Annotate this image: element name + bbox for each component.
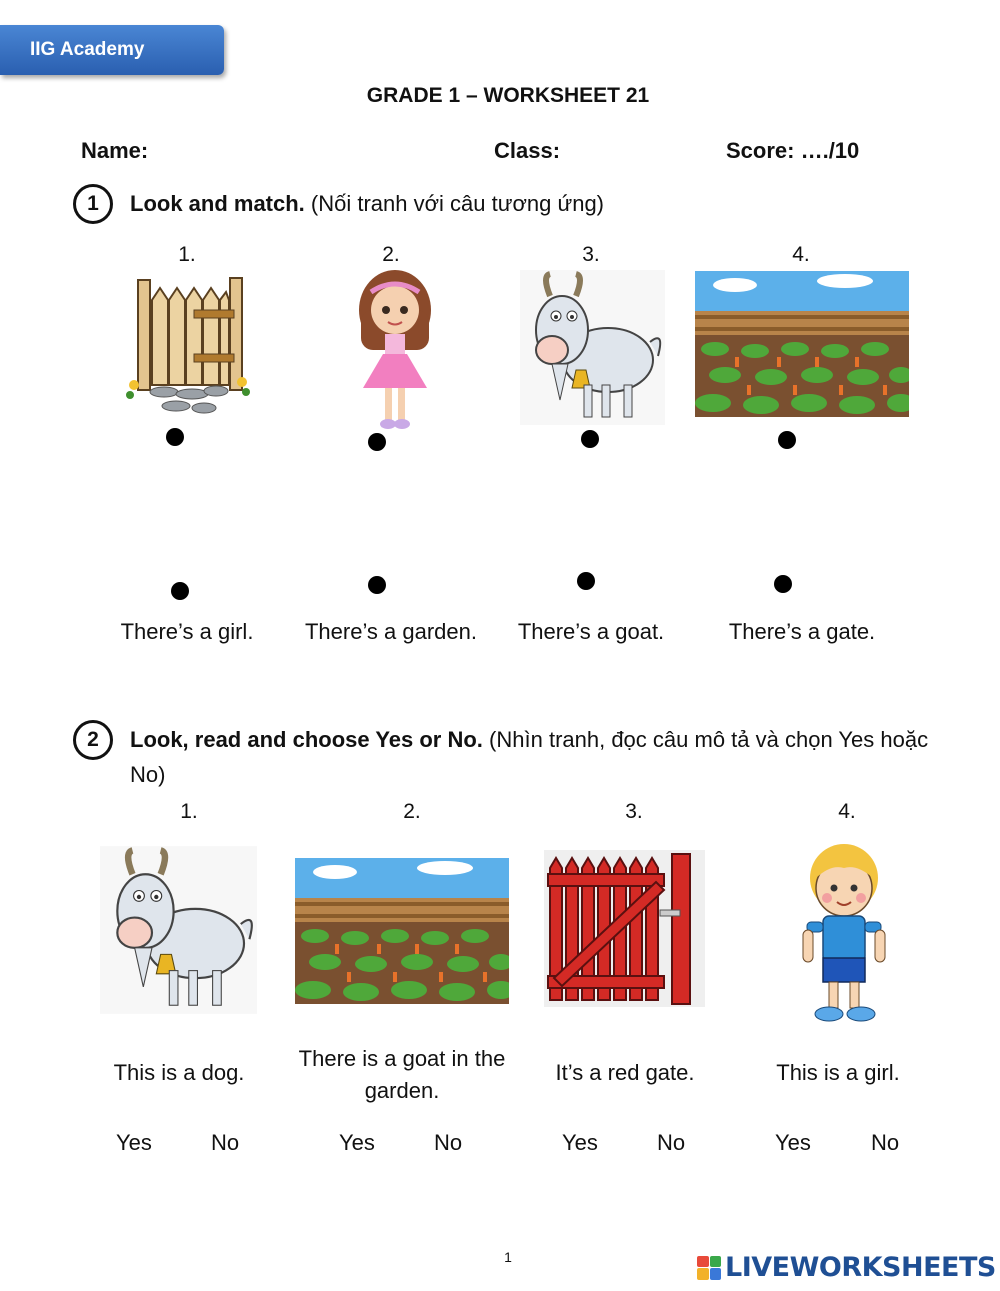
s1-sentence-4: There’s a gate. xyxy=(728,619,876,644)
s2-item-2-no-option[interactable]: No xyxy=(434,1130,463,1155)
liveworksheets-logo-text: LIVEWORKSHEETS xyxy=(725,1252,996,1283)
score-label: Score: …./10 xyxy=(726,138,860,163)
match-dot-sentence-1[interactable] xyxy=(171,582,189,600)
goat-icon xyxy=(100,845,257,1015)
girl-icon xyxy=(355,270,435,432)
s2-item-2-number: 2. xyxy=(403,800,421,823)
liveworksheets-logo-icon xyxy=(697,1256,721,1280)
garden-icon xyxy=(295,858,509,1004)
match-dot-picture-1[interactable] xyxy=(166,428,184,446)
s2-item-3-yes-option[interactable]: Yes xyxy=(562,1130,598,1155)
s2-item-4-number: 4. xyxy=(838,800,856,823)
s2-sentence-4: This is a girl. xyxy=(776,1060,900,1085)
worksheet-title: GRADE 1 – WORKSHEET 21 xyxy=(366,84,650,107)
goat-icon xyxy=(520,270,665,425)
s2-sentence-1: This is a dog. xyxy=(113,1060,245,1085)
s1-sentence-3: There’s a goat. xyxy=(517,619,665,644)
name-label: Name: xyxy=(81,138,149,163)
s2-item-3-no-option[interactable]: No xyxy=(657,1130,686,1155)
match-dot-picture-4[interactable] xyxy=(778,431,796,449)
s2-item-3-number: 3. xyxy=(625,800,643,823)
class-label: Class: xyxy=(494,138,561,163)
s1-item-4-number: 4. xyxy=(792,243,810,266)
s2-sentence-3: It’s a red gate. xyxy=(555,1060,695,1085)
boy-icon xyxy=(797,842,891,1024)
s1-item-2-number: 2. xyxy=(382,243,400,266)
section-2-title: Look, read and choose Yes or No. xyxy=(130,727,483,752)
s1-sentence-2: There’s a garden. xyxy=(304,619,478,644)
page-number: 1 xyxy=(504,1249,512,1265)
match-dot-picture-3[interactable] xyxy=(581,430,599,448)
s1-item-1-number: 1. xyxy=(178,243,196,266)
s2-item-1-no-option[interactable]: No xyxy=(211,1130,240,1155)
section-2-heading xyxy=(130,722,930,792)
s2-item-4-yes-option[interactable]: Yes xyxy=(775,1130,811,1155)
section-2-number: 2 xyxy=(73,720,113,760)
s2-sentence-2: There is a goat in the garden. xyxy=(298,1046,506,1103)
match-dot-picture-2[interactable] xyxy=(368,433,386,451)
s2-item-1-yes-option[interactable]: Yes xyxy=(116,1130,152,1155)
s1-sentence-1: There’s a girl. xyxy=(120,619,254,644)
red-gate-icon xyxy=(544,850,705,1007)
match-dot-sentence-2[interactable] xyxy=(368,576,386,594)
s1-item-3-number: 3. xyxy=(582,243,600,266)
section-1-title: Look and match. xyxy=(130,191,305,216)
garden-icon xyxy=(695,271,909,417)
section-2-note: (Nhìn tranh, đọc câu mô tả và chọn Yes hoặc No) xyxy=(130,727,929,787)
s2-item-4-no-option[interactable]: No xyxy=(871,1130,900,1155)
section-1-number: 1 xyxy=(73,184,113,224)
match-dot-sentence-4[interactable] xyxy=(774,575,792,593)
gate-icon xyxy=(124,270,254,415)
s2-item-2-yes-option[interactable]: Yes xyxy=(339,1130,375,1155)
match-dot-sentence-3[interactable] xyxy=(577,572,595,590)
s2-item-1-number: 1. xyxy=(180,800,198,823)
section-1-note: (Nối tranh với câu tương ứng) xyxy=(310,191,605,216)
liveworksheets-logo xyxy=(697,1252,996,1283)
academy-badge: IIG Academy xyxy=(0,25,224,75)
section-1-heading xyxy=(130,186,604,221)
